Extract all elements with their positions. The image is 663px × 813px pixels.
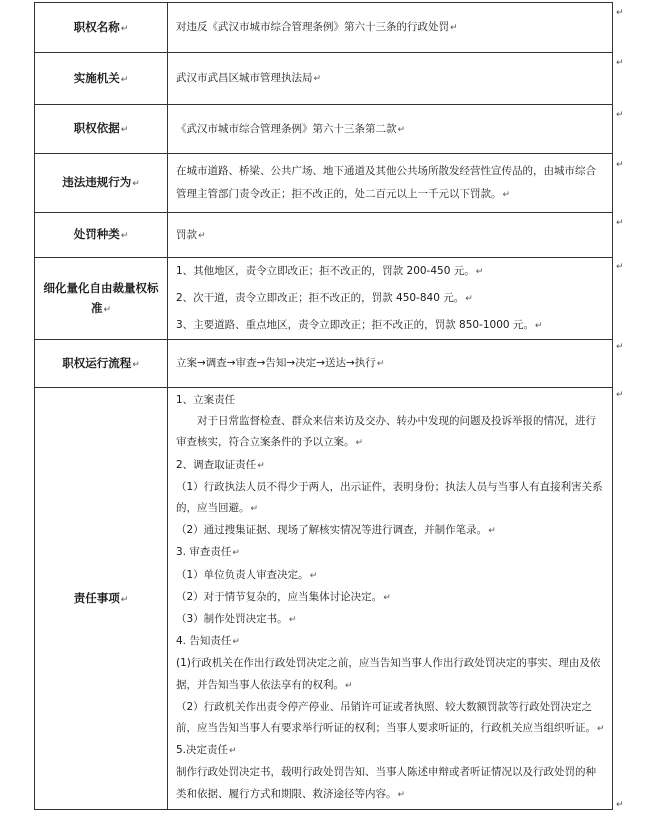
list-item: 4. 告知责任↵ xyxy=(176,635,240,648)
row-label: 细化量化自由裁量权标准↵ xyxy=(35,258,168,340)
paragraph-mark: ↵ xyxy=(616,218,624,228)
row-value xyxy=(168,258,613,340)
paragraph-mark: ↵ xyxy=(616,8,624,18)
row-label: 职权运行流程↵ xyxy=(35,340,168,388)
table-row xyxy=(35,388,613,810)
row-label: 违法违规行为↵ xyxy=(35,154,168,213)
row-label: 实施机关↵ xyxy=(35,53,168,105)
list-item: （1）单位负责人审查决定。↵ xyxy=(176,568,318,581)
list-item: （1）行政执法人员不得少于两人，出示证件，表明身份；执法人员与当事人有直接利害关系的，应当回避。↵ xyxy=(176,480,603,515)
list-item: 3、主要道路、重点地区，责令立即改正；拒不改正的，罚款 850-1000 元。↵ xyxy=(176,319,543,331)
list-item: （2）通过搜集证据、现场了解核实情况等进行调查，并制作笔录。↵ xyxy=(176,524,496,537)
row-label: 处罚种类↵ xyxy=(35,213,168,258)
table-row xyxy=(35,53,613,105)
row-value: 《武汉市城市综合管理条例》第六十三条第二款↵ xyxy=(168,105,613,154)
list-item: （2）行政机关作出责令停产停业、吊销许可证或者执照、较大数额罚款等行政处罚决定之前，应当告知当事人有要求举行听证的权利；当事人要求听证的，行政机关应当组织听证。↵ xyxy=(176,700,605,735)
row-label: 责任事项↵ xyxy=(35,388,168,810)
paragraph-mark: ↵ xyxy=(616,342,624,352)
list-item: 制作行政处罚决定书，载明行政处罚告知、当事人陈述申辩或者听证情况以及行政处罚的种类和依据、履行方式和期限、救济途径等内容。↵ xyxy=(176,766,596,800)
paragraph-mark: ↵ xyxy=(616,262,624,272)
row-value: 在城市道路、桥梁、公共广场、地下通道及其他公共场所散发经营性宣传品的，由城市综合管理主管部门责令改正；拒不改正的，处二百元以上一千元以下罚款。↵ xyxy=(168,154,613,213)
row-value: 罚款↵ xyxy=(168,213,613,258)
row-value: 立案→调查→审查→告知→决定→送达→执行↵ xyxy=(168,340,613,388)
list-item: 2、调查取证责任↵ xyxy=(176,458,265,471)
table-row xyxy=(35,340,613,388)
row-label: 职权依据↵ xyxy=(35,105,168,154)
document-page xyxy=(34,2,613,810)
table-row xyxy=(35,154,613,213)
table-row xyxy=(35,258,613,340)
table-row xyxy=(35,105,613,154)
list-item: 1、其他地区，责令立即改正；拒不改正的，罚款 200-450 元。↵ xyxy=(176,265,484,277)
row-label: 职权名称↵ xyxy=(35,3,168,53)
table-row xyxy=(35,3,613,53)
row-value: 对违反《武汉市城市综合管理条例》第六十三条的行政处罚↵ xyxy=(168,3,613,53)
list-item: 1、立案责任 xyxy=(176,394,236,406)
list-item: （3）制作处罚决定书。↵ xyxy=(176,613,297,626)
list-item: 2、次干道，责令立即改正；拒不改正的，罚款 450-840 元。↵ xyxy=(176,292,473,304)
list-item: 3. 审查责任↵ xyxy=(176,546,240,559)
list-item: 对于日常监督检查、群众来信来访及交办、转办中发现的问题及投诉举报的情况，进行审查核实，符合立案条件的予以立案。↵ xyxy=(176,415,596,449)
list-item: (1)行政机关在作出行政处罚决定之前，应当告知当事人作出行政处罚决定的事实、理由及依据，并告知当事人依法享有的权利。↵ xyxy=(176,657,601,691)
table-row xyxy=(35,213,613,258)
list-item: 5.决定责任↵ xyxy=(176,744,237,757)
authority-table xyxy=(34,2,613,810)
paragraph-mark: ↵ xyxy=(616,58,624,68)
paragraph-mark: ↵ xyxy=(616,160,624,170)
paragraph-mark: ↵ xyxy=(616,800,624,810)
paragraph-mark: ↵ xyxy=(616,390,624,400)
row-value xyxy=(168,388,613,810)
list-item: （2）对于情节复杂的，应当集体讨论决定。↵ xyxy=(176,590,391,603)
paragraph-mark: ↵ xyxy=(616,110,624,120)
row-value: 武汉市武昌区城市管理执法局↵ xyxy=(168,53,613,105)
